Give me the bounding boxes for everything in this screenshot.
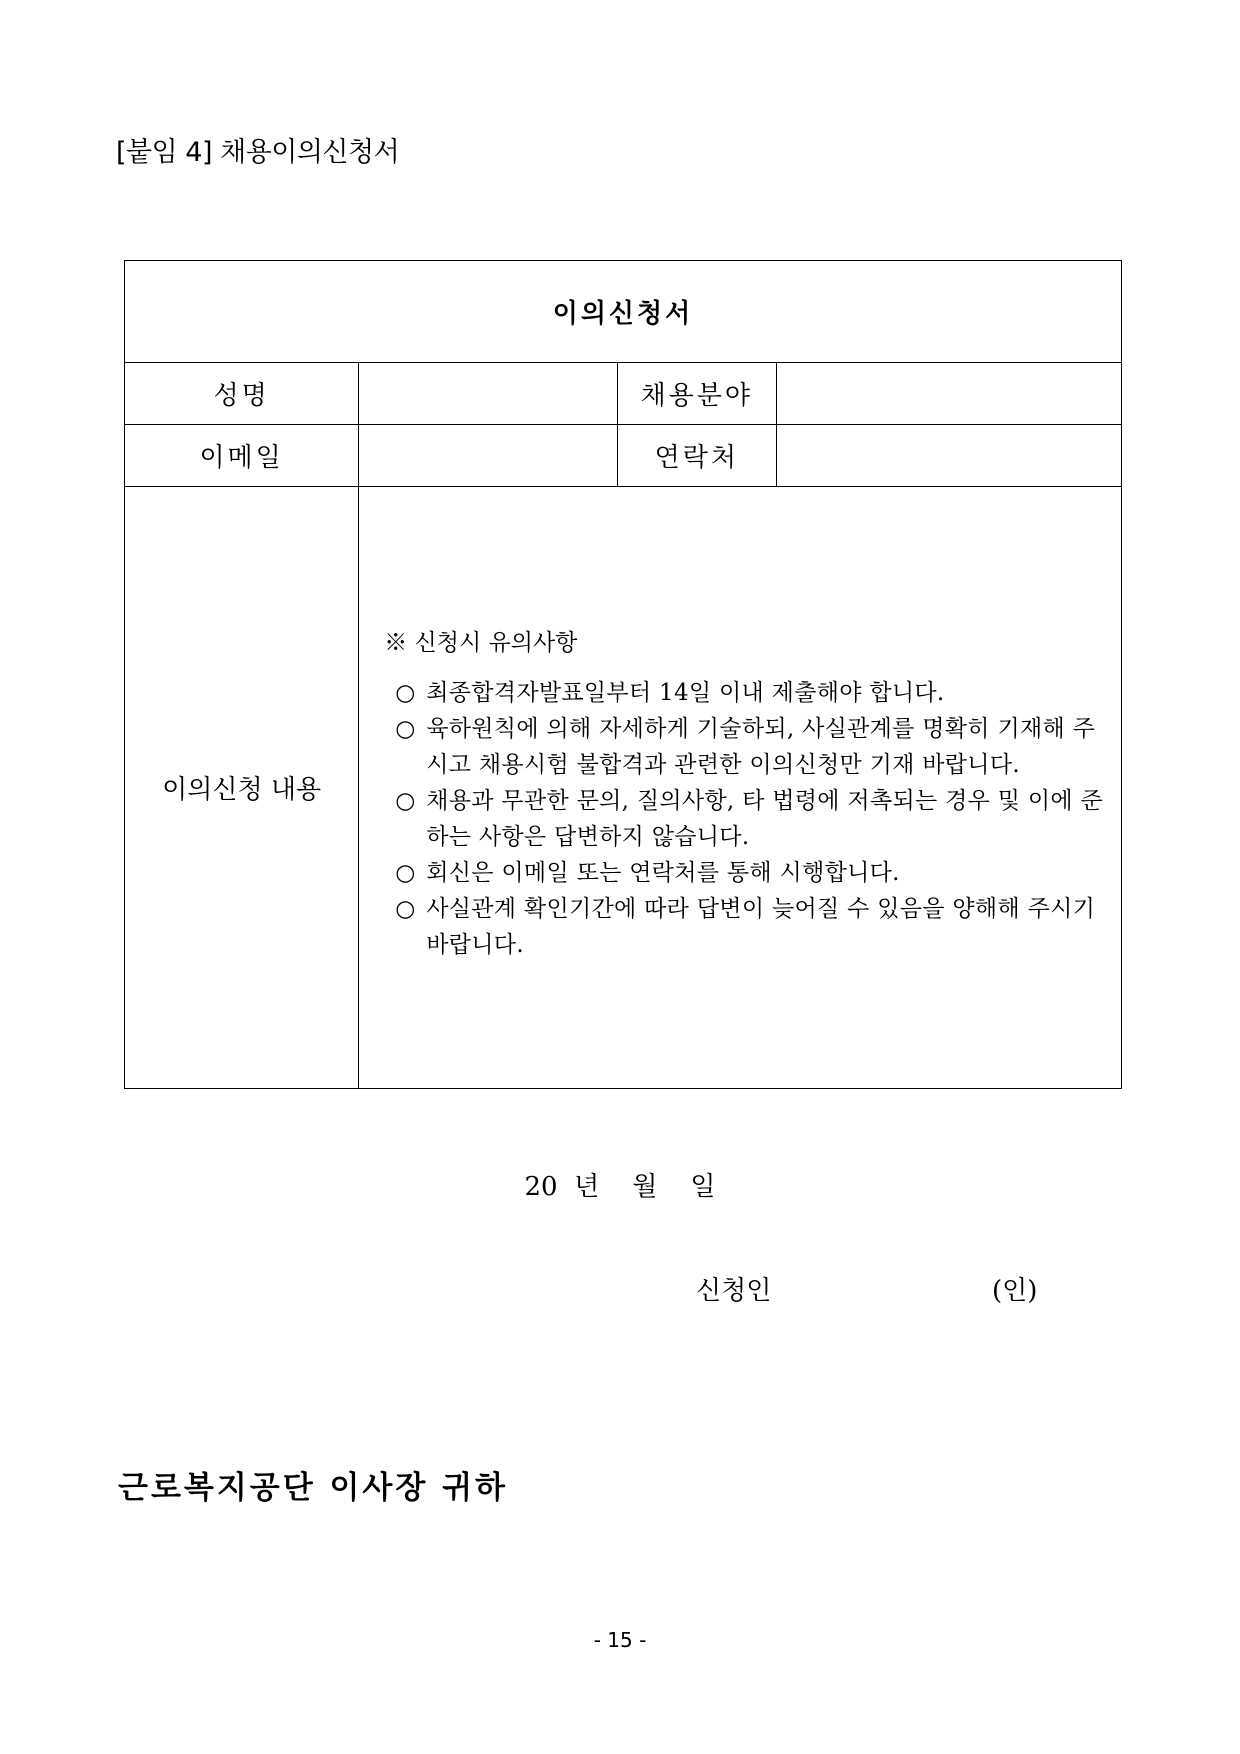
date-line: 20 년 월 일 <box>524 1172 716 1202</box>
notice-box <box>384 625 1111 963</box>
page-number: - 15 - <box>593 1628 647 1652</box>
email-field[interactable] <box>359 425 618 487</box>
circle-bullet-icon: ○ <box>395 896 416 922</box>
content-label: 이의신청 내용 <box>125 487 359 1089</box>
notice-item <box>384 675 1111 711</box>
attachment-title: [붙임 4] 채용이의신청서 <box>116 137 400 168</box>
email-label: 이메일 <box>125 425 359 487</box>
contact-field[interactable] <box>776 425 1121 487</box>
form-title: 이의신청서 <box>125 261 1122 363</box>
contact-label: 연락처 <box>617 425 776 487</box>
applicant-label: 신청인 <box>696 1276 772 1306</box>
notice-text: 육하원칙에 의해 자세하게 기술하되, 사실관계를 명확히 기재해 주시고 채용시험 불합격과 관련한 이의신청만 기재 바랍니다. <box>426 716 1096 778</box>
content-field[interactable] <box>359 487 1122 1089</box>
notice-text: 최종합격자발표일부터 14일 이내 제출해야 합니다. <box>426 680 945 706</box>
notice-item <box>384 855 1111 891</box>
notice-heading: ※ 신청시 유의사항 <box>384 630 578 656</box>
circle-bullet-icon: ○ <box>395 716 416 742</box>
circle-bullet-icon: ○ <box>395 788 416 814</box>
notice-text: 회신은 이메일 또는 연락처를 통해 시행합니다. <box>426 860 900 886</box>
recipient: 근로복지공단 이사장 귀하 <box>118 1470 508 1506</box>
recruitment-field-label: 채용분야 <box>617 363 776 425</box>
circle-bullet-icon: ○ <box>395 680 416 706</box>
notice-item <box>384 891 1111 963</box>
name-field[interactable] <box>359 363 618 425</box>
name-label: 성명 <box>125 363 359 425</box>
objection-form-table <box>124 260 1122 1089</box>
notice-item <box>384 783 1111 855</box>
recruitment-field-field[interactable] <box>776 363 1121 425</box>
notice-list <box>384 675 1111 963</box>
notice-text: 사실관계 확인기간에 따라 답변이 늦어질 수 있음을 양해해 주시기 바랍니다. <box>426 896 1096 958</box>
seal-label: (인) <box>992 1276 1038 1306</box>
notice-text: 채용과 무관한 문의, 질의사항, 타 법령에 저촉되는 경우 및 이에 준하는 사항은 답변하지 않습니다. <box>426 788 1104 850</box>
notice-item <box>384 711 1111 783</box>
circle-bullet-icon: ○ <box>395 860 416 886</box>
